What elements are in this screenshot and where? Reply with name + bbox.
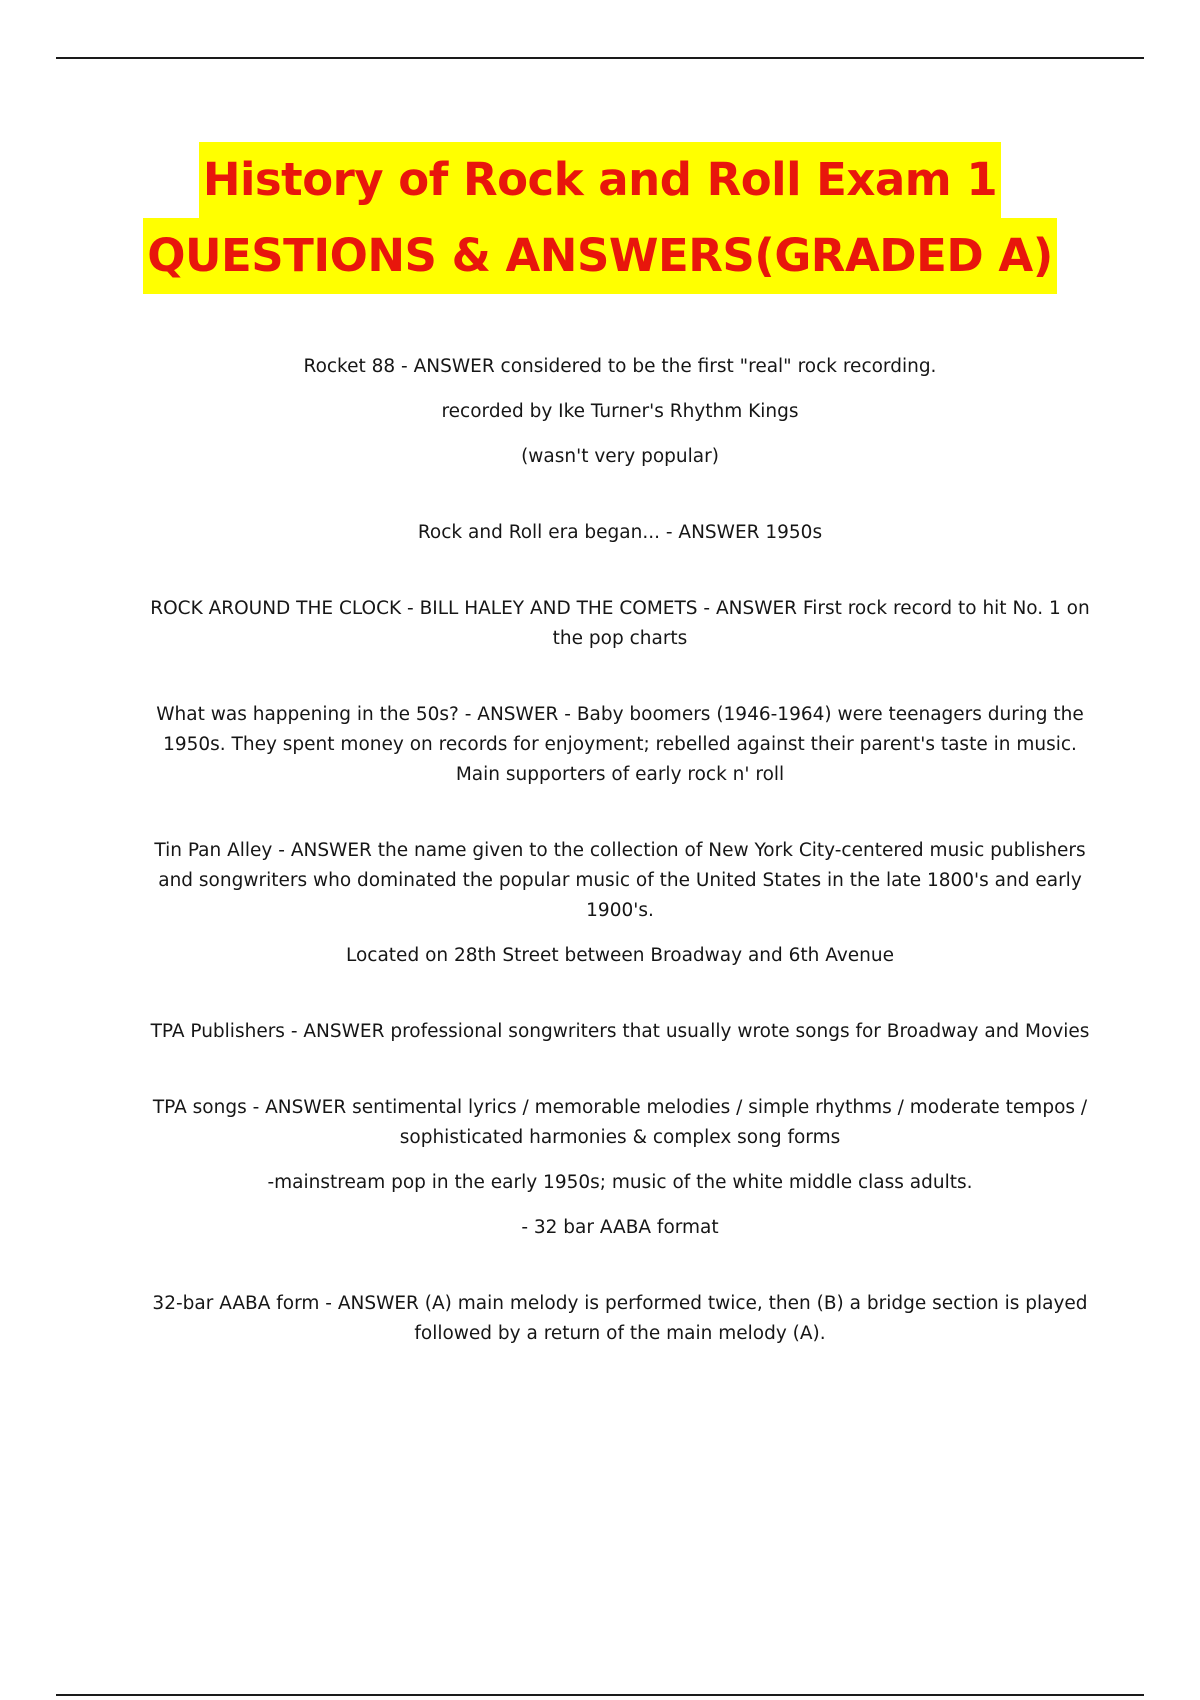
qa-entry-rock-era <box>140 518 1100 548</box>
qa-paragraph: TPA songs - ANSWER sentimental lyrics / memorable melodies / simple rhythms / moderate tempos / sophisticated harmonies & complex song forms <box>152 1097 1088 1148</box>
qa-paragraph: Rock and Roll era began... - ANSWER 1950s <box>417 522 823 543</box>
title-line: History of Rock and Roll Exam 1 <box>199 142 1001 218</box>
title-line: QUESTIONS & ANSWERS(GRADED A) <box>143 218 1057 294</box>
qa-paragraph: -mainstream pop in the early 1950s; music of the white middle class adults. <box>267 1172 973 1193</box>
qa-paragraph: recorded by Ike Turner's Rhythm Kings <box>441 401 799 422</box>
qa-entry-32-bar-aaba <box>140 1289 1100 1349</box>
qa-entry-tin-pan-alley <box>140 836 1100 971</box>
qa-entry-rock-around-the-clock <box>140 594 1100 654</box>
qa-list <box>140 352 1100 1364</box>
qa-entry-50s <box>140 700 1100 790</box>
qa-entry-rocket-88 <box>140 352 1100 472</box>
qa-paragraph: 32-bar AABA form - ANSWER (A) main melody is performed twice, then (B) a bridge section is played followed by a return of the main melody (A). <box>152 1293 1088 1344</box>
qa-paragraph: Tin Pan Alley - ANSWER the name given to the collection of New York City-centered music publishers and songwriters who dominated the popular music of the United States in the late 1800's and early 1900's. <box>154 840 1086 921</box>
qa-paragraph: - 32 bar AABA format <box>521 1217 719 1238</box>
qa-paragraph: (wasn't very popular) <box>521 446 719 467</box>
qa-paragraph: TPA Publishers - ANSWER professional songwriters that usually wrote songs for Broadway and Movies <box>150 1021 1090 1042</box>
qa-paragraph: Located on 28th Street between Broadway and 6th Avenue <box>346 945 894 966</box>
qa-paragraph: ROCK AROUND THE CLOCK - BILL HALEY AND THE COMETS - ANSWER First rock record to hit No. 1 on the pop charts <box>150 598 1090 649</box>
top-rule <box>56 57 1144 59</box>
qa-entry-tpa-songs <box>140 1093 1100 1243</box>
document-title <box>0 142 1200 294</box>
qa-entry-tpa-publishers <box>140 1017 1100 1047</box>
qa-paragraph: Rocket 88 - ANSWER considered to be the first "real" rock recording. <box>303 356 937 377</box>
qa-paragraph: What was happening in the 50s? - ANSWER - Baby boomers (1946-1964) were teenagers during the 1950s. They spent money on records for enjoyment; rebelled against their parent's taste in music. Main supporters of early rock n' roll <box>156 704 1084 785</box>
bottom-rule <box>56 1694 1144 1696</box>
